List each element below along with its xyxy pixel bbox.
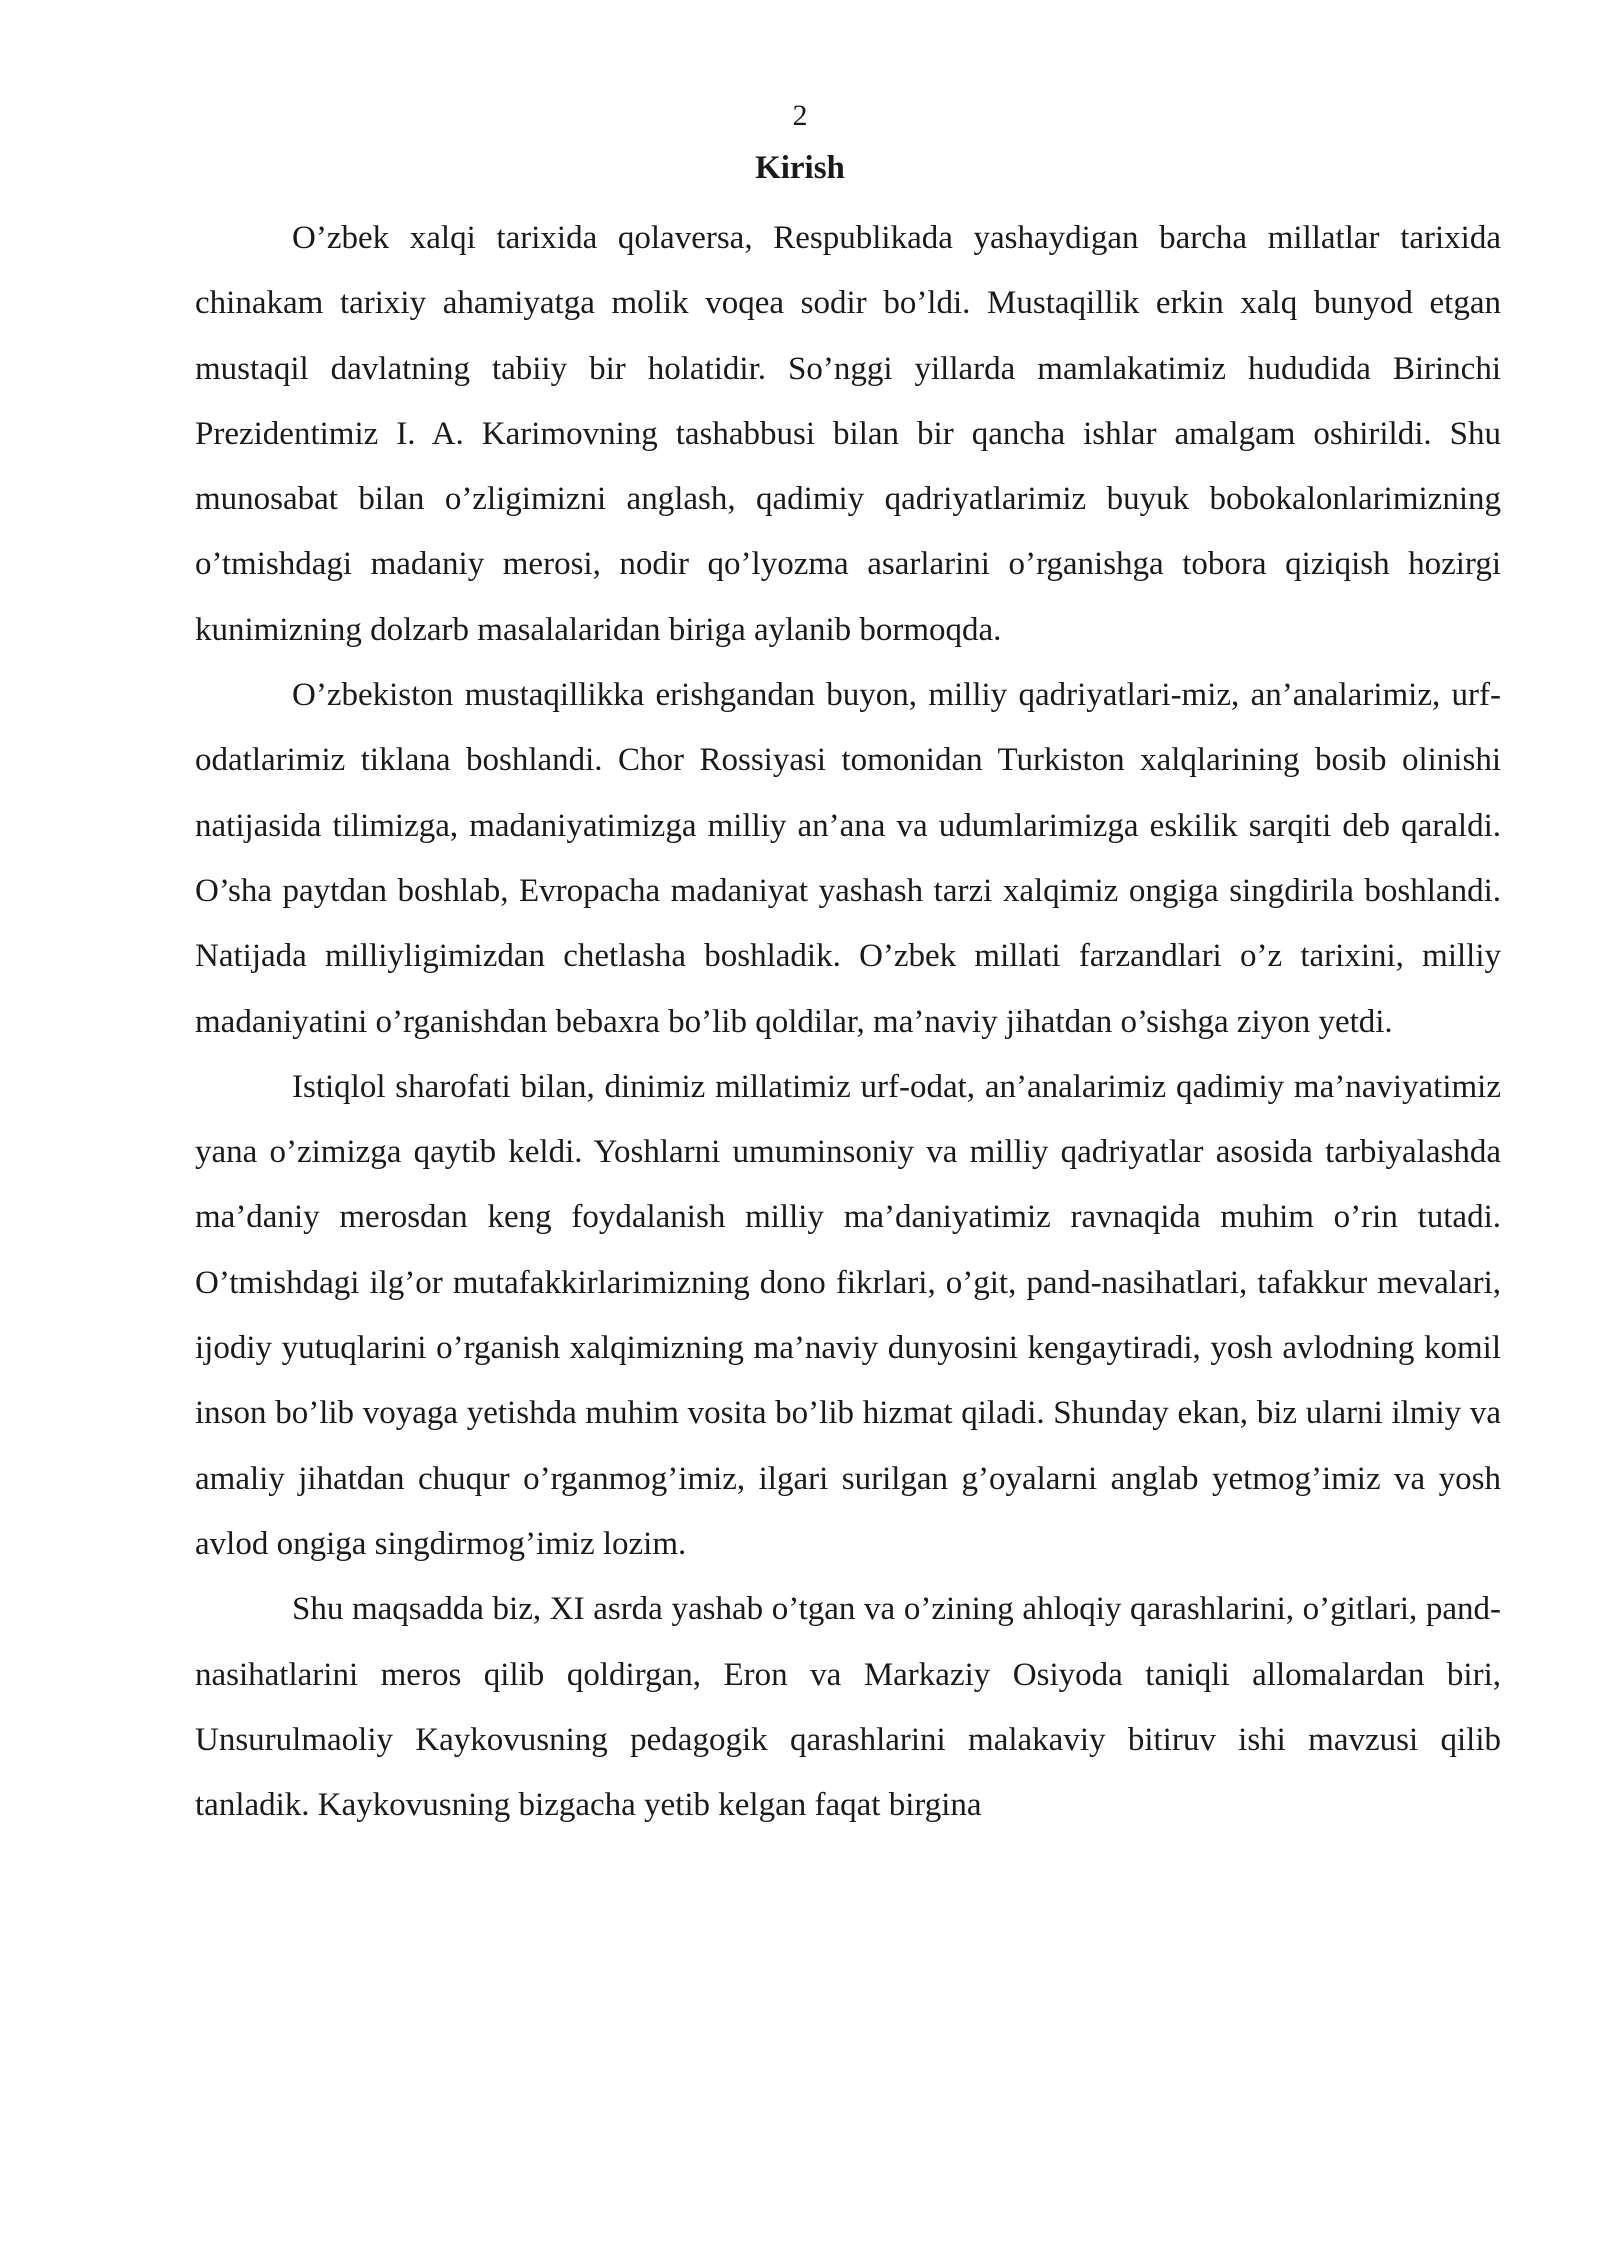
section-heading: Kirish: [755, 150, 845, 186]
paragraph-3: Istiqlol sharofati bilan, dinimiz millatimiz urf-odat, an’analarimiz qadimiy ma’naviyatimiz yana o’zimizga qaytib keldi. Yoshlarni umuminsoniy va milliy qadriyatlar asosida tarbiyalashda ma’daniy merosdan keng foydalanish milliy ma’daniyatimiz ravnaqida muhim o’rin tutadi. O’tmishdagi ilg’or mutafakkirlarimizning dono fikrlari, o’git, pand-nasihatlari, tafakkur mevalari, ijodiy yutuqlarini o’rganish xalqimizning ma’naviy dunyosini kengaytiradi, yosh avlodning komil inson bo’lib voyaga yetishda muhim vosita bo’lib hizmat qiladi. Shunday ekan, biz ularni ilmiy va amaliy jihatdan chuqur o’rganmog’imiz, ilgari surilgan g’oyalarni anglab yetmog’imiz va yosh avlod ongiga singdirmog’imiz lozim.: [195, 1068, 1501, 1562]
body-text: [195, 206, 1501, 1838]
paragraph-2: O’zbekiston mustaqillikka erishgandan buyon, milliy qadriyatlari-miz, an’analarimiz, urf-odatlarimiz tiklana boshlandi. Chor Rossiyasi tomonidan Turkiston xalqlarining bosib olinishi natijasida tilimizga, madaniyatimizga milliy an’ana va udumlarimizga eskilik sarqiti deb qaraldi. O’sha paytdan boshlab, Evropacha madaniyat yashash tarzi xalqimiz ongiga singdirila boshlandi. Natijada milliyligimizdan chetlasha boshladik. O’zbek millati farzandlari o’z tarixini, milliy madaniyatini o’rganishdan bebaxra bo’lib qoldilar, ma’naviy jihatdan o’sishga ziyon yetdi.: [195, 677, 1501, 1040]
paragraph-1: O’zbek xalqi tarixida qolaversa, Respublikada yashaydigan barcha millatlar tarixida chinakam tarixiy ahamiyatga molik voqea sodir bo’ldi. Mustaqillik erkin xalq bunyod etgan mustaqil davlatning tabiiy bir holatidir. So’nggi yillarda mamlakatimiz hududida Birinchi Prezidentimiz I. A. Karimovning tashabbusi bilan bir qancha ishlar amalgam oshirildi. Shu munosabat bilan o’zligimizni anglash, qadimiy qadriyatlarimiz buyuk bobokalonlarimizning o’tmishdagi madaniy merosi, nodir qo’lyozma asarlarini o’rganishga tobora qiziqish hozirgi kunimizning dolzarb masalalaridan biriga aylanib bormoqda.: [195, 220, 1501, 648]
page-number: 2: [792, 99, 808, 132]
paragraph-4: Shu maqsadda biz, XI asrda yashab o’tgan va o’zining ahloqiy qarashlarini, o’gitlari, pand-nasihatlarini meros qilib qoldirgan, Eron va Markaziy Osiyoda taniqli allomalardan biri, Unsurulmaoliy Kaykovusning pedagogik qarashlarini malakaviy bitiruv ishi mavzusi qilib tanladik. Kaykovusning bizgacha yetib kelgan faqat birgina: [195, 1591, 1501, 1824]
